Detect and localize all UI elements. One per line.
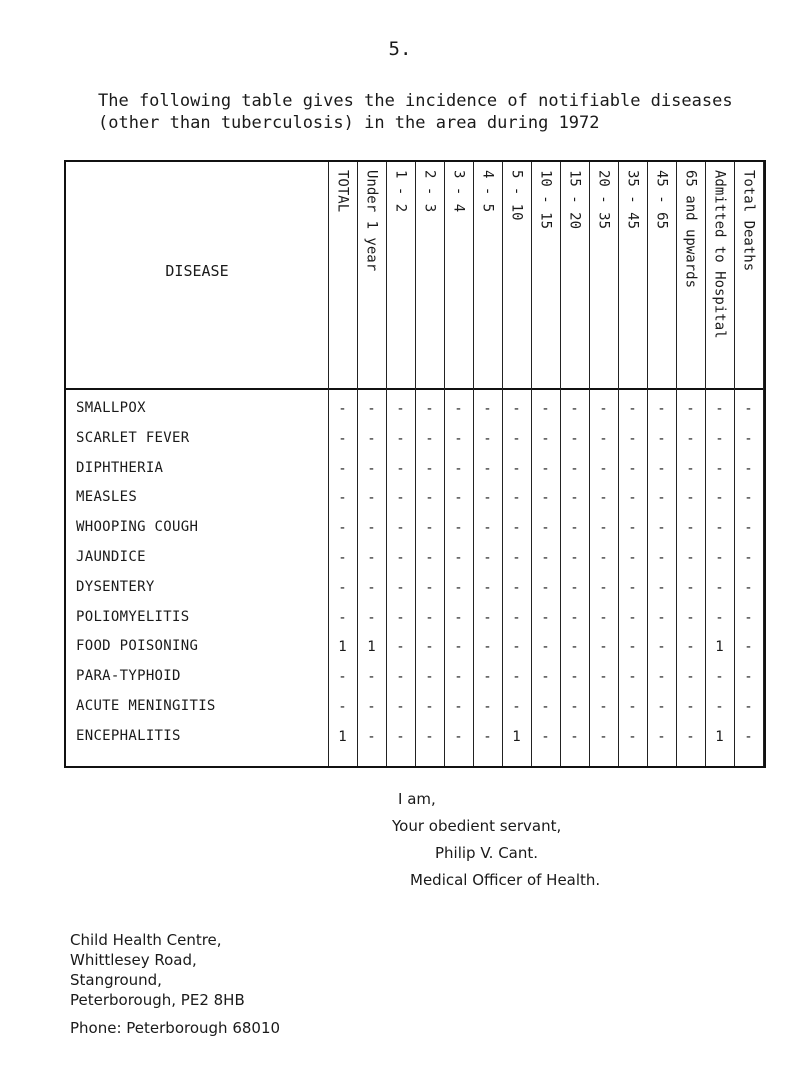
column-header — [589, 166, 618, 382]
table-cell: - — [686, 728, 695, 745]
column-header-label: 45 - 65 — [653, 170, 670, 230]
table-cell: - — [367, 699, 376, 715]
column-header — [647, 166, 676, 382]
table-cell: - — [599, 579, 608, 596]
table-cell: - — [657, 460, 666, 477]
table-cell: - — [657, 609, 666, 626]
page-number: 5. — [388, 38, 412, 60]
table-cell: - — [570, 490, 579, 507]
table-cell: - — [541, 401, 550, 417]
address-line-2: Whittlesey Road, — [70, 951, 197, 969]
table-cell: - — [657, 520, 666, 537]
table-cell: - — [628, 699, 637, 715]
column-header — [705, 166, 734, 382]
table-cell: - — [483, 609, 492, 626]
table-cell: 1 — [367, 639, 376, 656]
table-cell: - — [396, 520, 405, 537]
column-header — [444, 166, 473, 382]
table-cell: - — [483, 460, 492, 477]
table-cell: - — [657, 728, 666, 745]
table-cell: - — [541, 579, 550, 596]
table-cell: - — [338, 401, 347, 417]
column-header — [386, 166, 415, 382]
table-cell: - — [396, 609, 405, 626]
table-cell: - — [425, 550, 434, 566]
table-cell: - — [512, 609, 521, 626]
table-cell: - — [628, 609, 637, 626]
address-line-1: Child Health Centre, — [70, 931, 222, 949]
table-cell: - — [454, 401, 463, 417]
table-cell: - — [686, 699, 695, 715]
table-cell: - — [541, 669, 550, 686]
table-cell: - — [454, 728, 463, 745]
disease-name: DIPHTHERIA — [76, 459, 164, 476]
table-cell: - — [396, 460, 405, 477]
column-header-label: 3 - 4 — [450, 170, 467, 213]
table-cell: - — [396, 430, 405, 447]
column-header — [676, 166, 705, 382]
column-header-label: 5 - 10 — [508, 170, 525, 221]
table-cell: - — [715, 460, 724, 477]
table-cell: - — [570, 728, 579, 745]
column-header — [734, 166, 763, 382]
disease-name: MEASLES — [76, 489, 138, 506]
table-cell: - — [599, 430, 608, 447]
table-cell: - — [599, 550, 608, 566]
address-line-3: Stanground, — [70, 971, 162, 989]
column-header-label: 35 - 45 — [624, 170, 641, 230]
table-cell: - — [338, 699, 347, 715]
table-cell: - — [425, 609, 434, 626]
phone-line: Phone: Peterborough 68010 — [70, 1019, 281, 1037]
table-cell: - — [396, 579, 405, 596]
table-cell: - — [570, 430, 579, 447]
table-cell: - — [512, 579, 521, 596]
table-cell: - — [570, 639, 579, 656]
table-cell: - — [599, 609, 608, 626]
table-cell: - — [570, 550, 579, 566]
closing-line-2: Your obedient servant, — [392, 817, 562, 835]
table-cell: - — [715, 401, 724, 417]
table-cell: - — [425, 639, 434, 656]
table-cell: - — [570, 460, 579, 477]
table-cell: - — [657, 490, 666, 507]
table-cell: - — [454, 520, 463, 537]
table-cell: - — [570, 669, 579, 686]
table-cell: - — [628, 401, 637, 417]
table-cell: - — [657, 430, 666, 447]
table-cell: - — [396, 550, 405, 566]
table-cell: - — [628, 430, 637, 447]
table-cell: - — [541, 699, 550, 715]
table-cell: - — [338, 550, 347, 566]
table-cell: - — [715, 490, 724, 507]
table-cell: - — [338, 520, 347, 537]
table-cell: - — [367, 609, 376, 626]
table-cell: - — [686, 401, 695, 417]
signatory-title: Medical Officer of Health. — [410, 871, 601, 889]
table-cell: - — [744, 460, 753, 477]
table-cell: - — [338, 430, 347, 447]
table-cell: - — [367, 728, 376, 745]
column-header-label: 20 - 35 — [595, 170, 612, 230]
table-cell: - — [599, 490, 608, 507]
table-cell: - — [425, 401, 434, 417]
table-cell: - — [570, 609, 579, 626]
table-cell: - — [512, 430, 521, 447]
table-cell: - — [744, 728, 753, 745]
table-cell: 1 — [715, 639, 724, 656]
table-cell: - — [628, 728, 637, 745]
table-cell: - — [425, 430, 434, 447]
table-cell: - — [396, 669, 405, 686]
table-cell: - — [483, 520, 492, 537]
disease-name: FOOD POISONING — [76, 638, 199, 655]
table-cell: - — [454, 609, 463, 626]
table-cell: - — [628, 669, 637, 686]
table-cell: - — [744, 699, 753, 715]
table-cell: - — [744, 609, 753, 626]
table-cell: - — [628, 520, 637, 537]
table-cell: - — [599, 699, 608, 715]
table-cell: - — [512, 699, 521, 715]
table-cell: - — [541, 430, 550, 447]
table-cell: - — [483, 639, 492, 656]
table-cell: - — [628, 460, 637, 477]
table-cell: - — [715, 550, 724, 566]
table-cell: - — [454, 579, 463, 596]
table-cell: - — [570, 699, 579, 715]
table-cell: - — [715, 609, 724, 626]
column-header-label: 1 - 2 — [392, 170, 409, 213]
table-cell: - — [512, 520, 521, 537]
table-cell: - — [686, 609, 695, 626]
table-cell: - — [396, 639, 405, 656]
table-cell: - — [744, 430, 753, 447]
table-cell: - — [657, 550, 666, 566]
table-cell: - — [425, 699, 434, 715]
table-cell: - — [454, 639, 463, 656]
table-cell: - — [570, 401, 579, 417]
table-cell: - — [657, 669, 666, 686]
table-cell: - — [628, 579, 637, 596]
disease-name: SCARLET FEVER — [76, 429, 190, 446]
table-cell: - — [338, 579, 347, 596]
table-cell: - — [657, 639, 666, 656]
disease-name: ACUTE MENINGITIS — [76, 698, 216, 714]
table-cell: 1 — [338, 728, 347, 745]
table-cell: - — [744, 579, 753, 596]
column-header — [328, 166, 357, 382]
table-cell: - — [715, 579, 724, 596]
disease-name: SMALLPOX — [76, 400, 146, 416]
table-cell: - — [541, 550, 550, 566]
table-cell: - — [483, 430, 492, 447]
table-cell: - — [570, 520, 579, 537]
table-cell: - — [744, 520, 753, 537]
table-cell: - — [686, 520, 695, 537]
table-cell: - — [715, 669, 724, 686]
table-cell: - — [715, 520, 724, 537]
table-cell: - — [715, 699, 724, 715]
table-cell: - — [541, 460, 550, 477]
disease-name: JAUNDICE — [76, 549, 146, 565]
address-block — [70, 930, 280, 1038]
table-cell: - — [599, 639, 608, 656]
table-cell: - — [686, 460, 695, 477]
table-cell: - — [454, 460, 463, 477]
table-cell: - — [541, 609, 550, 626]
table-cell: - — [396, 401, 405, 417]
table-cell: - — [715, 430, 724, 447]
table-cell: - — [396, 728, 405, 745]
table-cell: - — [483, 550, 492, 566]
table-cell: - — [454, 430, 463, 447]
table-cell: - — [744, 669, 753, 686]
table-cell: - — [367, 490, 376, 507]
column-header-label: 2 - 3 — [421, 170, 438, 213]
column-header — [531, 166, 560, 382]
disease-name: DYSENTERY — [76, 578, 155, 595]
table-cell: - — [367, 579, 376, 596]
table-cell: - — [483, 579, 492, 596]
table-cell: - — [367, 401, 376, 417]
column-header-label: 10 - 15 — [537, 170, 554, 230]
table-cell: - — [628, 490, 637, 507]
table-cell: - — [628, 639, 637, 656]
table-cell: - — [657, 579, 666, 596]
table-cell: - — [599, 460, 608, 477]
table-cell: - — [454, 490, 463, 507]
table-cell: - — [744, 401, 753, 417]
table-cell: - — [454, 699, 463, 715]
table-cell: - — [483, 490, 492, 507]
table-cell: - — [628, 550, 637, 566]
table-cell: - — [541, 520, 550, 537]
table-cell: - — [396, 490, 405, 507]
table-cell: - — [367, 520, 376, 537]
table-cell: - — [744, 639, 753, 656]
table-cell: - — [425, 728, 434, 745]
table-cell: - — [686, 579, 695, 596]
closing-line-1: I am, — [398, 790, 436, 808]
table-cell: - — [454, 669, 463, 686]
table-cell: - — [686, 430, 695, 447]
table-cell: - — [599, 401, 608, 417]
column-header — [415, 166, 444, 382]
table-cell: - — [512, 490, 521, 507]
column-header — [473, 166, 502, 382]
column-header — [357, 166, 386, 382]
table-cell: - — [367, 430, 376, 447]
table-cell: - — [541, 728, 550, 745]
table-cell: - — [541, 639, 550, 656]
table-cell: - — [483, 728, 492, 745]
column-header-label: Under 1 year — [363, 170, 380, 272]
column-header — [618, 166, 647, 382]
table-cell: - — [541, 490, 550, 507]
table-cell: - — [425, 520, 434, 537]
table-cell: - — [512, 639, 521, 656]
disease-name: WHOOPING COUGH — [76, 519, 199, 536]
notifiable-diseases-table — [64, 160, 766, 768]
column-header — [560, 166, 589, 382]
table-cell: - — [425, 460, 434, 477]
table-cell: - — [367, 550, 376, 566]
table-cell: - — [599, 520, 608, 537]
table-cell: - — [570, 579, 579, 596]
disease-name: ENCEPHALITIS — [76, 727, 181, 744]
column-header — [502, 166, 531, 382]
table-cell: - — [425, 579, 434, 596]
column-header-label: 15 - 20 — [566, 170, 583, 230]
disease-column-header: DISEASE — [165, 262, 229, 280]
table-cell: - — [657, 401, 666, 417]
column-header-label: Total Deaths — [740, 170, 757, 272]
column-divider — [763, 162, 764, 766]
table-cell: - — [657, 699, 666, 715]
table-cell: - — [367, 669, 376, 686]
table-cell: - — [512, 550, 521, 566]
table-cell: - — [338, 609, 347, 626]
table-cell: - — [744, 490, 753, 507]
table-cell: - — [686, 490, 695, 507]
table-cell: 1 — [512, 728, 521, 745]
disease-name: POLIOMYELITIS — [76, 608, 190, 625]
table-cell: - — [512, 669, 521, 686]
signatory-name: Philip V. Cant. — [435, 844, 539, 862]
column-header-label: 65 and upwards — [682, 170, 699, 289]
table-cell: - — [483, 401, 492, 417]
table-cell: - — [686, 550, 695, 566]
heading-line-1: The following table gives the incidence of notifiable diseases — [98, 91, 733, 111]
table-cell: - — [686, 669, 695, 686]
table-cell: 1 — [715, 728, 724, 745]
table-cell: - — [483, 699, 492, 715]
table-cell: - — [425, 490, 434, 507]
heading-line-2: (other than tuberculosis) in the area during 1972 — [98, 113, 600, 133]
table-cell: - — [483, 669, 492, 686]
table-cell: - — [338, 669, 347, 686]
table-cell: 1 — [338, 639, 347, 656]
table-cell: - — [744, 550, 753, 566]
table-cell: - — [396, 699, 405, 715]
table-cell: - — [512, 460, 521, 477]
table-heading — [98, 90, 778, 134]
disease-name: PARA-TYPHOID — [76, 668, 181, 685]
table-cell: - — [599, 669, 608, 686]
address-line-4: Peterborough, PE2 8HB — [70, 991, 245, 1009]
table-cell: - — [338, 460, 347, 477]
table-cell: - — [454, 550, 463, 566]
table-cell: - — [367, 460, 376, 477]
table-cell: - — [686, 639, 695, 656]
column-header-label: TOTAL — [334, 170, 351, 213]
table-cell: - — [599, 728, 608, 745]
table-cell: - — [512, 401, 521, 417]
column-header-label: Admitted to Hospital — [711, 170, 728, 339]
table-cell: - — [425, 669, 434, 686]
column-header-label: 4 - 5 — [479, 170, 496, 213]
table-cell: - — [338, 490, 347, 507]
